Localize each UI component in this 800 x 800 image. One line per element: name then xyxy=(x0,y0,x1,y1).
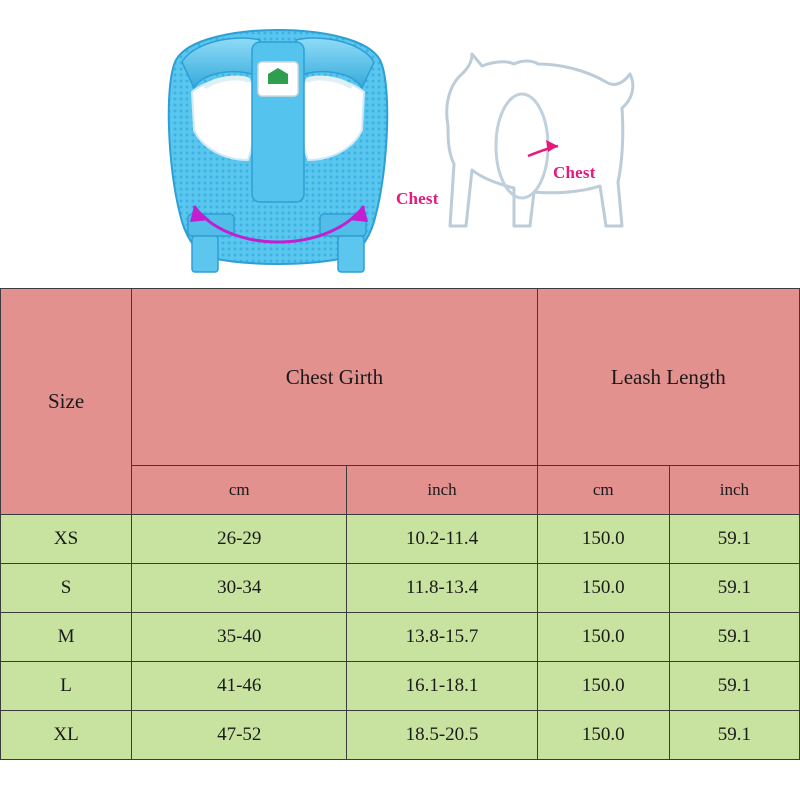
cell-size: XL xyxy=(1,711,132,760)
cell-leash-inch: 59.1 xyxy=(669,613,799,662)
cell-leash-inch: 59.1 xyxy=(669,515,799,564)
table-row xyxy=(1,515,800,564)
chest-label-harness: Chest xyxy=(396,189,439,208)
cell-leash-inch: 59.1 xyxy=(669,711,799,760)
cell-chest-cm: 47-52 xyxy=(132,711,347,760)
cell-leash-cm: 150.0 xyxy=(537,613,669,662)
header-chest-girth: Chest Girth xyxy=(132,289,538,466)
cell-leash-cm: 150.0 xyxy=(537,711,669,760)
cell-chest-cm: 41-46 xyxy=(132,662,347,711)
cell-chest-cm: 30-34 xyxy=(132,564,347,613)
harness-photo xyxy=(148,18,408,280)
table-row xyxy=(1,564,800,613)
dog-outline-sketch xyxy=(410,30,660,260)
size-chart-table xyxy=(0,288,800,760)
header-size: Size xyxy=(1,289,132,515)
cell-leash-inch: 59.1 xyxy=(669,564,799,613)
chest-label-dog: Chest xyxy=(553,163,596,182)
cell-size: XS xyxy=(1,515,132,564)
table-row xyxy=(1,613,800,662)
cell-leash-cm: 150.0 xyxy=(537,515,669,564)
cell-size: L xyxy=(1,662,132,711)
cell-chest-inch: 13.8-15.7 xyxy=(347,613,537,662)
header-leash-inch: inch xyxy=(669,466,799,515)
table-row xyxy=(1,662,800,711)
table-row xyxy=(1,711,800,760)
illustration-area xyxy=(0,0,800,288)
header-leash-length: Leash Length xyxy=(537,289,799,466)
cell-chest-inch: 18.5-20.5 xyxy=(347,711,537,760)
cell-chest-cm: 35-40 xyxy=(132,613,347,662)
cell-leash-inch: 59.1 xyxy=(669,662,799,711)
header-chest-cm: cm xyxy=(132,466,347,515)
cell-chest-inch: 11.8-13.4 xyxy=(347,564,537,613)
cell-size: S xyxy=(1,564,132,613)
cell-chest-cm: 26-29 xyxy=(132,515,347,564)
table-header-row-primary xyxy=(1,289,800,466)
cell-leash-cm: 150.0 xyxy=(537,662,669,711)
cell-size: M xyxy=(1,613,132,662)
cell-leash-cm: 150.0 xyxy=(537,564,669,613)
header-chest-inch: inch xyxy=(347,466,537,515)
cell-chest-inch: 10.2-11.4 xyxy=(347,515,537,564)
cell-chest-inch: 16.1-18.1 xyxy=(347,662,537,711)
header-leash-cm: cm xyxy=(537,466,669,515)
